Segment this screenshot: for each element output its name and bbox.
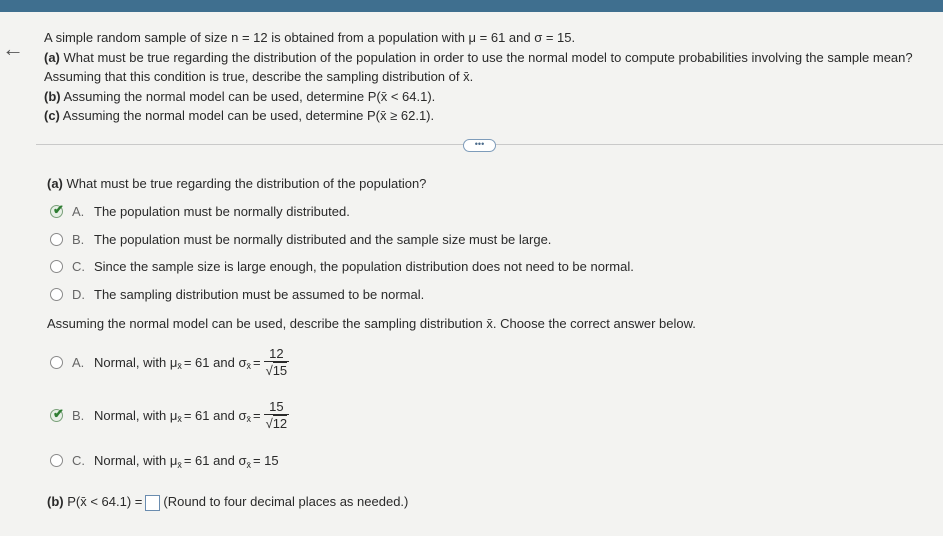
option-c[interactable]: C. Since the sample size is large enough, the population distribution does not need to be normal. <box>50 259 634 274</box>
option-a[interactable]: ✔ A. The population must be normally distributed. <box>50 204 350 219</box>
radio-button[interactable] <box>50 260 63 273</box>
dist-option-a[interactable]: A. Normal, with μ x̄ = 61 and σ x̄ = $\frac{12}{√15}$ <box>50 346 289 378</box>
checkmark-icon: ✔ <box>53 202 64 217</box>
question-stem <box>44 28 939 126</box>
dist-option-b[interactable]: ✔ B. Normal, with μ x̄ = 61 and σ x̄ = $\frac{15}{√12}$ <box>50 399 289 431</box>
answer-input[interactable] <box>145 495 160 511</box>
checkmark-icon: ✔ <box>53 405 64 421</box>
question-intro: A simple random sample of size n = 12 is obtained from a population with μ = 61 and σ = 15. <box>44 30 576 45</box>
section-b: (b) P(x̄ < 64.1) = (Round to four decimal places as needed.) <box>47 494 409 509</box>
option-d[interactable]: D. The sampling distribution must be assumed to be normal. <box>50 287 424 302</box>
radio-button[interactable] <box>50 233 63 246</box>
radio-button[interactable] <box>50 454 63 467</box>
dist-option-c[interactable]: C. Normal, with μ x̄ = 61 and σ x̄ = 15 <box>50 453 279 468</box>
radio-button[interactable] <box>50 356 63 369</box>
more-button[interactable]: ••• <box>463 139 496 152</box>
question-part-a: (a) What must be true regarding the distribution of the population in order to use the normal model to compute probabilities involving the sample mean? <box>44 49 913 65</box>
fraction: $\frac{12}{√15}$ <box>265 346 288 378</box>
top-bar <box>0 0 943 12</box>
section-a-prompt: (a) What must be true regarding the distribution of the population? <box>47 176 427 191</box>
option-b[interactable]: B. The population must be normally distributed and the sample size must be large. <box>50 232 551 247</box>
section-a2-prompt: Assuming the normal model can be used, describe the sampling distribution x̄. Choose the correct answer below. <box>47 316 696 331</box>
radio-button[interactable] <box>50 288 63 301</box>
radio-selected[interactable] <box>50 202 64 218</box>
fraction: $\frac{15}{√12}$ <box>265 399 288 431</box>
question-part-a-2: Assuming that this condition is true, describe the sampling distribution of x̄. <box>44 69 474 84</box>
back-arrow-icon[interactable]: ← <box>2 36 24 61</box>
radio-selected[interactable] <box>50 405 64 422</box>
question-part-b: (b) Assuming the normal model can be used, determine P(x̄ < 64.1). <box>44 88 436 104</box>
question-part-c: (c) Assuming the normal model can be used, determine P(x̄ ≥ 62.1). <box>44 108 435 123</box>
